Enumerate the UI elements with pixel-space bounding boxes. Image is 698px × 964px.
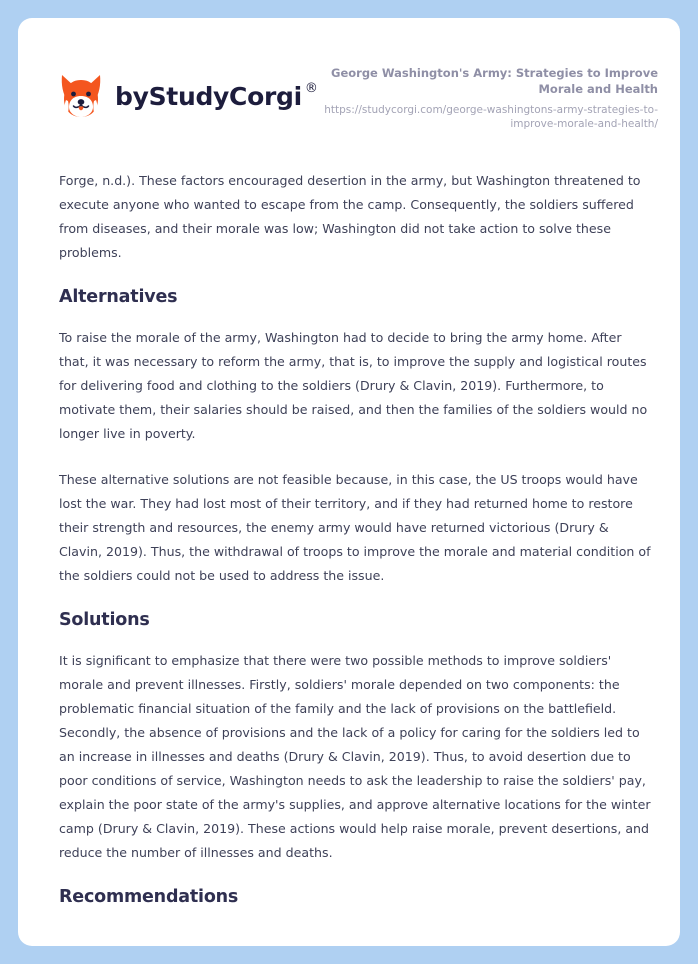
page-title: George Washington's Army: Strategies to Improve Morale and Health	[331, 66, 658, 96]
brand-prefix: by	[115, 81, 149, 111]
document-page-card	[18, 18, 680, 946]
paragraph-solutions-two-methods: It is significant to emphasize that there were two possible methods to improve soldiers' morale and prevent illnesses. Firstly, soldiers' morale depended on two components: the problematic financial situation of the family and the lack of provisions on the battlefield. Secondly, the absence of provisions and the lack of a policy for caring for the soldiers led to an increase in illnesses and deaths (Drury & Clavin, 2019). Thus, to avoid desertion due to poor conditions of service, Washington needs to ask the leadership to raise the soldiers' pay, explain the poor state of the army's supplies, and approve alternative locations for the winter camp (Drury & Clavin, 2019). These actions would help raise morale, prevent desertions, and reduce the number of illnesses and deaths.	[59, 653, 651, 861]
corgi-dog-face-icon	[58, 72, 104, 120]
heading-solutions: Solutions	[59, 610, 150, 631]
heading-recommendations: Recommendations	[59, 887, 239, 908]
paragraph-alternatives-raise-morale: To raise the morale of the army, Washington had to decide to bring the army home. After that, it was necessary to reform the army, that is, to improve the supply and logistical routes for delivering food and clothing to the soldiers (Drury & Clavin, 2019). Furthermore, to motivate them, their salaries should be raised, and then the families of the soldiers would no longer live in poverty.	[59, 330, 648, 442]
brand-wordmark	[115, 80, 318, 111]
document-body	[18, 169, 680, 908]
document-meta	[318, 64, 658, 131]
paragraph-alternatives-not-feasible: These alternative solutions are not feasible because, in this case, the US troops would have lost the war. They had lost most of their territory, and if they had returned home to restore their strength and resources, the enemy army would have returned victorious (Drury & Clavin, 2019). Thus, the withdrawal of troops to improve the morale and material condition of the soldiers could not be used to address the issue.	[59, 472, 651, 584]
source-url[interactable]: https://studycorgi.com/george-washingtons-army-strategies-to-improve-morale-and-health/	[324, 104, 658, 131]
paragraph-desertion-diseases: Forge, n.d.). These factors encouraged desertion in the army, but Washington threatened to execute anyone who wanted to escape from the camp. Consequently, the soldiers suffered from diseases, and their morale was low; Washington did not take action to solve these problems.	[59, 173, 641, 261]
document-header	[18, 18, 680, 131]
brand-logo-lockup[interactable]	[58, 64, 318, 120]
brand-name: StudyCorgi	[148, 81, 302, 111]
heading-alternatives: Alternatives	[59, 287, 178, 308]
registered-trademark-icon: ®	[304, 80, 318, 96]
